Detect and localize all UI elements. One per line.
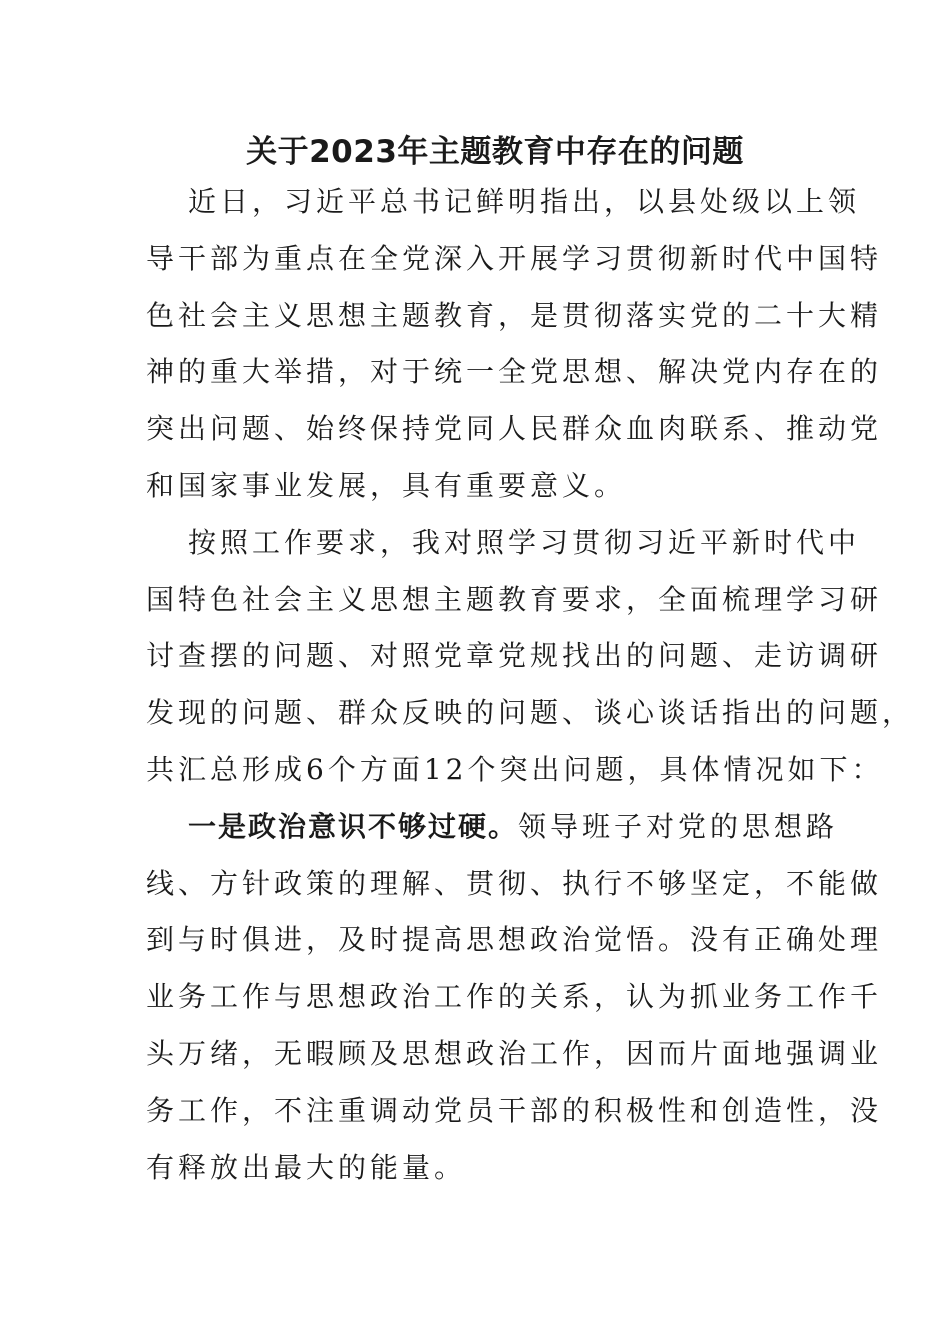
paragraph-3-heading: 一是政治意识不够过硬。 (188, 809, 519, 843)
paragraph-2-line-2: 国特色社会主义思想主题教育要求，全面梳理学习研 (146, 582, 883, 616)
paragraph-3-line-1 (146, 799, 839, 856)
paragraph-3-line-2: 线、方针政策的理解、贯彻、执行不够坚定，不能做 (146, 866, 883, 900)
document-title: 关于2023年主题教育中存在的问题 (246, 134, 744, 170)
paragraph-1-line-5: 突出问题、始终保持党同人民群众血肉联系、推动党 (146, 412, 883, 446)
paragraph-1-line-6: 和国家事业发展，具有重要意义。 (146, 468, 627, 502)
paragraph-2-line-3: 讨查摆的问题、对照党章党规找出的问题、走访调研 (146, 639, 883, 673)
paragraph-1-line-3: 色社会主义思想主题教育，是贯彻落实党的二十大精 (146, 298, 883, 332)
paragraph-1-line-2: 导干部为重点在全党深入开展学习贯彻新时代中国特 (146, 241, 883, 275)
paragraph-3-line-3: 到与时俱进，及时提高思想政治觉悟。没有正确处理 (146, 923, 883, 957)
paragraph-3-line-7: 有释放出最大的能量。 (146, 1150, 467, 1184)
document-body (146, 174, 915, 1196)
paragraph-3-line-5: 头万绪，无暇顾及思想政治工作，因而片面地强调业 (146, 1036, 883, 1070)
paragraph-3-line-6: 务工作，不注重调动党员干部的积极性和创造性，没 (146, 1093, 883, 1127)
paragraph-1-line-1: 近日，习近平总书记鲜明指出，以县处级以上领 (188, 185, 861, 218)
paragraph-2-line-5: 共汇总形成6个方面12个突出问题，具体情况如下： (146, 752, 884, 786)
paragraph-2-line-4: 发现的问题、群众反映的问题、谈心谈话指出的问题， (146, 696, 915, 730)
paragraph-2-line-1: 按照工作要求，我对照学习贯彻习近平新时代中 (188, 525, 861, 559)
paragraph-3-line-4: 业务工作与思想政治工作的关系，认为抓业务工作千 (146, 980, 883, 1014)
paragraph-3-first-line-rest: 领导班子对党的思想路 (518, 809, 839, 843)
paragraph-1-line-4: 神的重大举措，对于统一全党思想、解决党内存在的 (146, 355, 883, 389)
